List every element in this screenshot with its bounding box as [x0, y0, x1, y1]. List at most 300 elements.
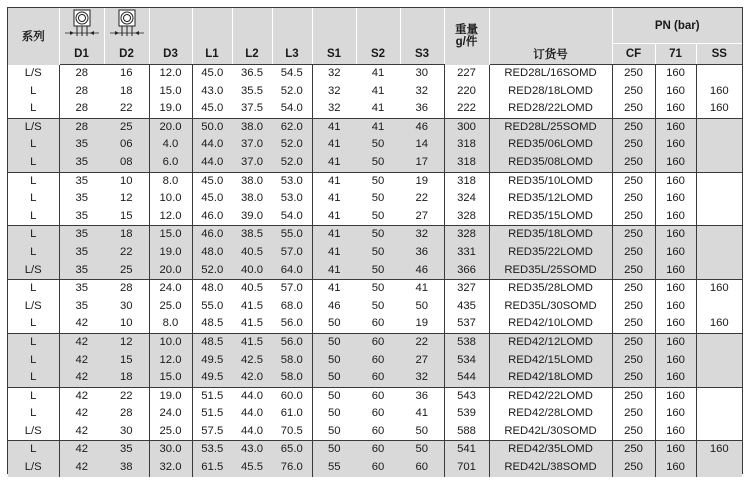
cell-l1: 49.5: [192, 352, 232, 370]
cell-d3: 20.0: [149, 262, 192, 280]
cell-d1: 35: [59, 136, 104, 154]
cell-l1: 51.5: [192, 387, 232, 405]
cell-s2: 50: [356, 244, 400, 262]
cell-series: L: [8, 136, 59, 154]
cell-s1: 41: [312, 154, 356, 172]
cell-l3: 58.0: [272, 369, 312, 387]
cell-l3: 76.0: [272, 459, 312, 477]
cell-d3: 15.0: [149, 83, 192, 101]
table-row: [8, 154, 742, 172]
cell-order-number: RED42/28LOMD: [489, 405, 612, 423]
cell-d1: 42: [59, 387, 104, 405]
table-row: [8, 369, 742, 387]
cell-pn-ss: [696, 226, 742, 244]
table-row: [8, 136, 742, 154]
cell-s2: 50: [371, 192, 385, 205]
cell-pn-ss: [696, 154, 742, 172]
cell-series: L: [8, 280, 59, 298]
header-order-number: 订货号: [489, 44, 612, 65]
cell-l3: 54.0: [272, 100, 312, 118]
cell-pn-71: 160: [655, 405, 696, 423]
cell-d3: 19.0: [149, 387, 192, 405]
cell-l1: 45.0: [201, 67, 224, 79]
cell-order-number: RED28L/16SOMD: [489, 65, 612, 83]
cell-d1: 35: [59, 172, 104, 190]
cell-l1: 46.0: [192, 226, 232, 244]
cell-s2: 50: [356, 226, 400, 244]
cell-pn-ss: [696, 262, 742, 280]
cell-pn-71: 160: [655, 262, 696, 280]
cell-d3: 12.0: [149, 65, 192, 83]
cell-series: L: [8, 405, 59, 423]
cell-d2: 30: [104, 298, 149, 316]
cell-l3: 53.0: [272, 190, 312, 208]
cell-pn-71: 160: [655, 387, 696, 405]
table-row: [8, 298, 742, 316]
cell-pn-cf: 250: [612, 405, 655, 423]
cell-l1: 48.5: [201, 317, 224, 330]
cell-d3: 20.0: [149, 118, 192, 136]
cell-l3: 52.0: [272, 136, 312, 154]
cell-s2: 50: [356, 154, 400, 172]
cell-l1: 44.0: [192, 154, 232, 172]
cell-d3: 12.0: [149, 208, 192, 226]
cell-pn-ss: [696, 405, 742, 423]
cell-pn-cf: 250: [612, 226, 655, 244]
cell-order-number: RED35L/25SOMD: [489, 262, 612, 280]
cell-pn-ss: [696, 459, 742, 477]
cell-l2: 38.5: [232, 226, 272, 244]
cell-l3: 54.0: [272, 208, 312, 226]
cell-s1: 32: [327, 67, 341, 79]
cell-s3: 32: [400, 226, 444, 244]
cell-l2: 41.5: [232, 333, 272, 351]
cell-pn-71: 160: [655, 136, 696, 154]
cell-d2: 18: [104, 83, 149, 101]
table-row: [8, 100, 742, 118]
cell-order-number: RED35/18LOMD: [489, 226, 612, 244]
header-weight-line2: g/件: [455, 36, 478, 49]
cell-weight: 366: [444, 262, 489, 280]
cell-weight: 220: [444, 83, 489, 101]
cell-l3: 57.0: [272, 244, 312, 262]
cell-pn-71: 160: [655, 65, 696, 83]
cell-s1: 50: [327, 407, 341, 420]
cell-s3: 27: [400, 352, 444, 370]
cell-s3: 36: [400, 387, 444, 405]
header-d2: D2: [104, 44, 149, 65]
cell-order-number: RED28/22LOMD: [489, 100, 612, 118]
cell-weight: 588: [444, 423, 489, 441]
cell-s2: 50: [356, 262, 400, 280]
cell-s1: 50: [327, 317, 341, 330]
cell-pn-71: 160: [655, 315, 696, 333]
cell-pn-cf: 250: [612, 244, 655, 262]
cell-d2: 12: [104, 333, 149, 351]
cell-series: L/S: [8, 298, 59, 316]
cell-d1: 28: [75, 67, 89, 79]
table-row: [8, 423, 742, 441]
header-s1: S1: [312, 44, 356, 65]
header-l1-top: [192, 8, 232, 44]
cell-l2: 38.0: [232, 172, 272, 190]
cell-d1: 35: [75, 192, 89, 205]
cell-pn-cf: 250: [612, 262, 655, 280]
cell-l3: 53.0: [272, 172, 312, 190]
cell-s3: 41: [400, 280, 444, 298]
cell-weight: 328: [444, 226, 489, 244]
cell-l3: 56.0: [272, 315, 312, 333]
cell-series: L: [8, 244, 59, 262]
cell-pn-cf: 250: [612, 423, 655, 441]
cell-l1: 44.0: [192, 136, 232, 154]
cell-d1: 42: [59, 352, 104, 370]
cell-d2: 12: [104, 190, 149, 208]
cell-order-number: RED42/22LOMD: [489, 387, 612, 405]
fitting-end-d1-icon: [62, 9, 102, 43]
cell-s1: 50: [312, 352, 356, 370]
table-row: [8, 65, 742, 83]
table-row: [8, 441, 742, 459]
cell-s3: 27: [400, 208, 444, 226]
cell-s2: 50: [356, 280, 400, 298]
cell-s1: 50: [312, 369, 356, 387]
cell-series: L: [8, 226, 59, 244]
cell-s2: 50: [371, 209, 385, 222]
cell-s3: 22: [400, 333, 444, 351]
cell-l3: 54.5: [272, 65, 312, 83]
cell-d2: 16: [104, 65, 149, 83]
cell-d1: 28: [75, 84, 89, 97]
cell-pn-71: 160: [655, 226, 696, 244]
cell-d2: 30: [104, 423, 149, 441]
cell-l2: 40.0: [232, 262, 272, 280]
cell-weight: 538: [444, 333, 489, 351]
cell-order-number: RED42/12LOMD: [489, 333, 612, 351]
cell-series: L: [8, 172, 59, 190]
cell-d3: 19.0: [149, 100, 192, 118]
cell-weight: 328: [444, 208, 489, 226]
cell-d1: 42: [59, 333, 104, 351]
cell-order-number: RED42/15LOMD: [489, 352, 612, 370]
cell-pn-ss: [696, 298, 742, 316]
fitting-end-d2-icon: [107, 9, 147, 43]
cell-s1: 41: [327, 192, 341, 205]
cell-d3: 25.0: [149, 423, 192, 441]
cell-weight: 324: [444, 190, 489, 208]
header-l2: L2: [232, 44, 272, 65]
cell-pn-71: 160: [655, 154, 696, 172]
cell-l2: 37.0: [232, 136, 272, 154]
cell-order-number: RED28/18LOMD: [489, 83, 612, 101]
cell-d2: 18: [104, 226, 149, 244]
cell-d3: 10.0: [149, 333, 192, 351]
cell-pn-71: 160: [655, 83, 696, 101]
cell-pn-71: 160: [655, 208, 696, 226]
cell-l3: 52.0: [272, 154, 312, 172]
cell-pn-ss: [696, 369, 742, 387]
cell-s1: 50: [312, 333, 356, 351]
cell-s3: 22: [400, 190, 444, 208]
header-pn-71: 71: [655, 44, 696, 65]
cell-pn-71: 160: [655, 100, 696, 118]
header-s3: S3: [400, 44, 444, 65]
cell-d3: 24.0: [149, 280, 192, 298]
cell-s3: 50: [400, 298, 444, 316]
cell-pn-ss: [696, 423, 742, 441]
cell-s2: 60: [371, 317, 385, 330]
cell-s1: 41: [327, 209, 341, 222]
cell-l2: 35.5: [241, 84, 263, 97]
cell-weight: 331: [444, 244, 489, 262]
cell-pn-ss: 160: [696, 280, 742, 298]
cell-l2: 37.0: [232, 154, 272, 172]
cell-l2: 39.0: [241, 209, 263, 222]
table-row: [8, 208, 742, 226]
table-body: [8, 65, 742, 477]
cell-d3: 10.0: [149, 190, 192, 208]
cell-l1: 52.0: [192, 262, 232, 280]
cell-pn-71: 160: [655, 118, 696, 136]
cell-l2: 44.0: [241, 424, 263, 437]
cell-pn-71: 160: [655, 172, 696, 190]
cell-l1: 45.0: [201, 102, 224, 115]
cell-weight: 534: [444, 352, 489, 370]
cell-weight: 318: [444, 136, 489, 154]
cell-weight: 222: [444, 100, 489, 118]
cell-d2: 22: [104, 100, 149, 118]
cell-weight: 541: [444, 441, 489, 459]
cell-d1: 28: [75, 102, 89, 115]
cell-d2: 15: [104, 352, 149, 370]
cell-s3: 41: [400, 405, 444, 423]
header-s2: S2: [356, 44, 400, 65]
cell-s1: 50: [312, 387, 356, 405]
cell-l3: 68.0: [272, 298, 312, 316]
cell-d2: 38: [104, 459, 149, 477]
cell-d2: 28: [104, 405, 149, 423]
cell-d3: 6.0: [149, 154, 192, 172]
cell-s2: 60: [356, 441, 400, 459]
cell-pn-cf: 250: [612, 136, 655, 154]
cell-l2: 40.5: [232, 280, 272, 298]
cell-d3: 24.0: [149, 405, 192, 423]
cell-d3: 12.0: [149, 352, 192, 370]
cell-l1: 57.5: [201, 424, 224, 437]
cell-l2: 41.5: [241, 317, 263, 330]
cell-s2: 41: [371, 84, 385, 97]
cell-order-number: RED42L/38SOMD: [489, 459, 612, 477]
cell-s2: 60: [356, 333, 400, 351]
cell-s3: 32: [400, 83, 444, 101]
cell-d1: 35: [59, 154, 104, 172]
cell-order-number: RED35/15LOMD: [489, 208, 612, 226]
cell-d3: 32.0: [149, 459, 192, 477]
cell-d1: 42: [59, 441, 104, 459]
cell-d3: 4.0: [149, 136, 192, 154]
header-d1: D1: [59, 44, 104, 65]
cell-order-number: RED42/18LOMD: [489, 369, 612, 387]
cell-s1: 46: [327, 299, 341, 312]
cell-pn-cf: 250: [612, 280, 655, 298]
cell-l3: 61.0: [272, 405, 312, 423]
cell-pn-ss: 160: [709, 102, 729, 115]
cell-l3: 70.5: [272, 423, 312, 441]
cell-pn-ss: [696, 352, 742, 370]
cell-pn-71: 160: [655, 441, 696, 459]
cell-s1: 41: [312, 118, 356, 136]
cell-pn-cf: 250: [612, 369, 655, 387]
cell-s2: 60: [356, 369, 400, 387]
cell-d1: 42: [75, 317, 89, 330]
cell-pn-cf: 250: [612, 190, 655, 208]
cell-pn-cf: 250: [612, 459, 655, 477]
cell-s3: 32: [400, 369, 444, 387]
header-l2-top: [232, 8, 272, 44]
cell-pn-ss: [696, 172, 742, 190]
cell-l1: 50.0: [192, 118, 232, 136]
cell-l3: 62.0: [272, 118, 312, 136]
cell-pn-ss: [696, 244, 742, 262]
table-row: [8, 280, 742, 298]
cell-pn-ss: 160: [709, 84, 729, 97]
cell-pn-71: 160: [655, 190, 696, 208]
cell-l1: 51.5: [201, 407, 224, 420]
cell-order-number: RED28L/25SOMD: [489, 118, 612, 136]
cell-d2: 06: [104, 136, 149, 154]
cell-weight: 318: [444, 172, 489, 190]
cell-l1: 48.5: [192, 333, 232, 351]
cell-l3: 60.0: [272, 387, 312, 405]
cell-l2: 42.5: [232, 352, 272, 370]
cell-pn-71: 160: [655, 459, 696, 477]
cell-l2: 45.5: [232, 459, 272, 477]
cell-s2: 50: [371, 299, 385, 312]
header-series: 系列: [8, 8, 59, 65]
cell-pn-cf: 250: [612, 387, 655, 405]
cell-s1: 41: [312, 172, 356, 190]
header-weight: [444, 8, 489, 65]
cell-d2: 10: [104, 315, 149, 333]
cell-pn-cf: 250: [612, 208, 655, 226]
cell-l2: 37.5: [241, 102, 263, 115]
cell-l1: 48.0: [192, 244, 232, 262]
cell-l2: 38.0: [241, 192, 263, 205]
cell-d1: 42: [75, 407, 89, 420]
cell-d2: 15: [104, 208, 149, 226]
cell-series: L: [8, 352, 59, 370]
header-l3: L3: [272, 44, 312, 65]
cell-order-number: RED35/06LOMD: [489, 136, 612, 154]
cell-s3: 14: [400, 136, 444, 154]
cell-weight: 435: [444, 298, 489, 316]
cell-pn-cf: 250: [612, 298, 655, 316]
cell-series: L/S: [8, 262, 59, 280]
table-row: [8, 172, 742, 190]
cell-d3: 8.0: [149, 315, 192, 333]
cell-pn-ss: 160: [696, 441, 742, 459]
cell-d2: 22: [104, 244, 149, 262]
cell-order-number: RED35L/30SOMD: [489, 298, 612, 316]
cell-order-number: RED35/08LOMD: [489, 154, 612, 172]
header-d1-diagram: [59, 8, 104, 44]
cell-d2: 08: [104, 154, 149, 172]
cell-l3: 52.0: [272, 83, 312, 101]
table-row: [8, 226, 742, 244]
cell-s1: 41: [312, 244, 356, 262]
cell-s3: 50: [400, 441, 444, 459]
table-row: [8, 315, 742, 333]
cell-s1: 41: [312, 280, 356, 298]
cell-s1: 32: [327, 102, 341, 115]
fitting-spec-table: [8, 8, 742, 477]
header-s1-top: [312, 8, 356, 44]
cell-weight: 543: [444, 387, 489, 405]
cell-l3: 64.0: [272, 262, 312, 280]
cell-d2: 35: [104, 441, 149, 459]
cell-l2: 38.0: [232, 118, 272, 136]
cell-pn-cf: 250: [612, 333, 655, 351]
cell-d1: 35: [75, 209, 89, 222]
cell-s2: 41: [371, 67, 385, 79]
cell-order-number: RED35/10LOMD: [489, 172, 612, 190]
cell-order-number: RED35/22LOMD: [489, 244, 612, 262]
cell-d2: 18: [104, 369, 149, 387]
cell-series: L/S: [8, 65, 59, 83]
cell-l2: 41.5: [241, 299, 263, 312]
header-pn-group: PN (bar): [612, 8, 742, 44]
header-pn-cf: CF: [612, 44, 655, 65]
cell-order-number: RED42/10LOMD: [489, 315, 612, 333]
cell-series: L: [8, 333, 59, 351]
cell-d1: 42: [59, 459, 104, 477]
cell-series: L/S: [8, 118, 59, 136]
cell-d3: 15.0: [149, 226, 192, 244]
cell-pn-71: 160: [655, 333, 696, 351]
cell-weight: 300: [444, 118, 489, 136]
cell-weight: 539: [444, 405, 489, 423]
cell-series: L: [8, 441, 59, 459]
header-d3: D3: [149, 44, 192, 65]
cell-s1: 50: [327, 424, 341, 437]
cell-s1: 41: [312, 226, 356, 244]
cell-weight: 544: [444, 369, 489, 387]
cell-l1: 55.0: [201, 299, 224, 312]
header-order-top: [489, 8, 612, 44]
cell-series: L/S: [8, 459, 59, 477]
table-row: [8, 405, 742, 423]
cell-l2: 43.0: [232, 441, 272, 459]
cell-s2: 60: [356, 459, 400, 477]
cell-order-number: RED35/28LOMD: [489, 280, 612, 298]
cell-d3: 15.0: [149, 369, 192, 387]
table-row: [8, 244, 742, 262]
cell-order-number: RED35/12LOMD: [489, 190, 612, 208]
cell-l1: 53.5: [192, 441, 232, 459]
cell-pn-71: 160: [655, 369, 696, 387]
cell-l3: 65.0: [272, 441, 312, 459]
cell-pn-71: 160: [655, 423, 696, 441]
cell-l3: 56.0: [272, 333, 312, 351]
cell-series: L: [8, 83, 59, 101]
cell-s1: 55: [312, 459, 356, 477]
table-row: [8, 459, 742, 477]
cell-d3: 30.0: [149, 441, 192, 459]
cell-s2: 60: [371, 407, 385, 420]
cell-pn-cf: 250: [612, 172, 655, 190]
cell-pn-ss: [696, 65, 742, 83]
header-l3-top: [272, 8, 312, 44]
